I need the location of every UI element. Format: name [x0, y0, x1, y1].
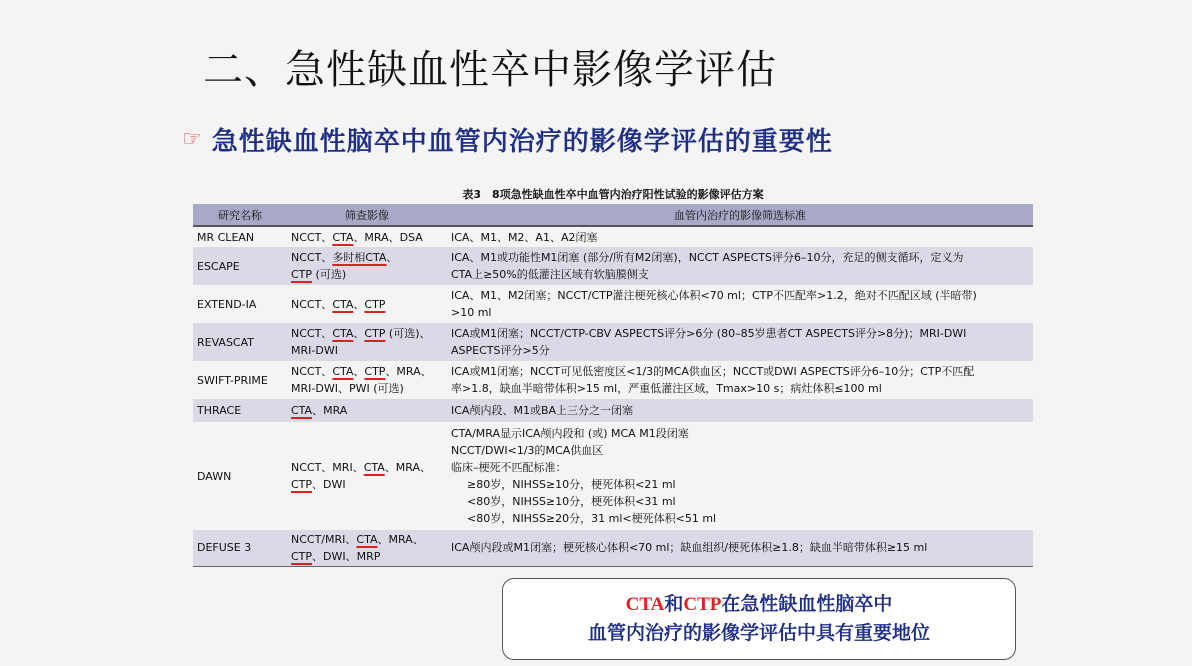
- table-row: [193, 247, 1033, 285]
- imaging-cell: [287, 361, 447, 399]
- study-name: ESCAPE: [193, 247, 287, 285]
- table-row: [193, 323, 1033, 361]
- imaging-line: NCCT、MRI、CTA、MRA、: [291, 461, 431, 474]
- key-message-rest: 在急性缺血性脑卒中: [721, 593, 893, 615]
- table-header-row: [193, 204, 1033, 226]
- criteria-line: 率>1.8，缺血半暗带体积>15 ml，严重低灌注区域，Tmax>10 s；病灶体积≤100 ml: [451, 382, 882, 395]
- pointing-hand-icon: ☞: [182, 127, 202, 152]
- criteria-line: <80岁，NIHSS≥10分，梗死体积<31 ml: [467, 495, 676, 508]
- study-name: DAWN: [197, 469, 232, 483]
- imaging-cell: [287, 530, 447, 566]
- table-row: [193, 361, 1033, 399]
- imaging-line: NCCT、CTA、MRA、DSA: [291, 230, 423, 244]
- criteria-cell: [447, 422, 1033, 530]
- table-row: [193, 422, 1033, 530]
- connector-text: 和: [664, 593, 684, 615]
- highlighted-term: CTA: [356, 532, 378, 546]
- imaging-line: NCCT、CTA、CTP、MRA、: [291, 365, 432, 378]
- table-row: [193, 399, 1033, 422]
- highlighted-term: CTA: [291, 404, 313, 417]
- criteria-cell: [447, 323, 1033, 361]
- imaging-cell: [287, 422, 447, 530]
- imaging-cell: [287, 247, 447, 285]
- criteria-line: ≥80岁，NIHSS≥10分，梗死体积<21 ml: [467, 478, 676, 491]
- criteria-cell: [447, 226, 1033, 247]
- criteria-cell: [447, 285, 1033, 323]
- imaging-line: CTP、DWI、MRP: [291, 549, 381, 563]
- highlight-ctp: CTP: [683, 594, 722, 615]
- study-name: DEFUSE 3: [193, 530, 287, 566]
- subtitle-row: [182, 121, 833, 158]
- header-study: 研究名称: [193, 204, 287, 226]
- criteria-line: ICA、M1、M2闭塞；NCCT/CTP灌注梗死核心体积<70 ml；CTP不匹配率>1.2，绝对不匹配区域 (半暗带): [451, 289, 977, 302]
- highlighted-term: CTP: [291, 268, 313, 281]
- highlighted-term: CTA: [332, 297, 354, 311]
- imaging-line: CTP (可选): [291, 268, 347, 281]
- criteria-line: CTA/MRA显示ICA颅内段和 (或) MCA M1段闭塞: [451, 427, 689, 440]
- criteria-line: ICA或M1闭塞；NCCT/CTP-CBV ASPECTS评分>6分 (80–85岁患者CT ASPECTS评分>8分)；MRI-DWI: [451, 327, 967, 340]
- imaging-cell: [287, 285, 447, 323]
- table-caption: 表3 8项急性缺血性卒中血管内治疗阳性试验的影像评估方案: [462, 188, 764, 201]
- table-row: [193, 285, 1033, 323]
- imaging-line: NCCT、CTA、CTP: [291, 297, 386, 311]
- criteria-line: ICA、M1或功能性M1闭塞 (部分/所有M2闭塞)，NCCT ASPECTS评分6–10分，充足的侧支循环，定义为: [451, 251, 964, 264]
- criteria-cell: [447, 361, 1033, 399]
- highlighted-term: CTA: [332, 365, 354, 378]
- imaging-line: CTP、DWI: [291, 478, 346, 491]
- imaging-criteria-table: [193, 204, 1033, 567]
- table-row: [193, 226, 1033, 247]
- highlighted-term: CTP: [364, 327, 386, 340]
- highlighted-term: CTP: [291, 549, 313, 563]
- header-imaging: 筛查影像: [287, 204, 447, 226]
- study-name: MR CLEAN: [197, 230, 255, 244]
- criteria-line: ICA颅内段或M1闭塞；梗死核心体积<70 ml；缺血组织/梗死体积≥1.8；缺血半暗带体积≥15 ml: [451, 541, 928, 555]
- criteria-line: CTA上≥50%的低灌注区域有软脑膜侧支: [451, 268, 649, 281]
- study-name: SWIFT-PRIME: [197, 373, 268, 387]
- highlighted-term: CTA: [332, 230, 354, 244]
- highlighted-term: 多时相CTA: [332, 251, 387, 264]
- criteria-cell: [447, 247, 1033, 285]
- criteria-line: >10 ml: [451, 306, 492, 319]
- criteria-line: ASPECTS评分>5分: [451, 344, 550, 357]
- subtitle: 急性缺血性脑卒中血管内治疗的影像学评估的重要性: [211, 127, 833, 157]
- criteria-line: ICA、M1、M2、A1、A2闭塞: [451, 230, 598, 244]
- highlighted-term: CTP: [291, 478, 313, 491]
- highlighted-term: CTP: [364, 365, 386, 378]
- imaging-line: NCCT、CTA、CTP (可选)、: [291, 327, 431, 340]
- imaging-line: MRI-DWI: [291, 344, 338, 357]
- study-name: REVASCAT: [193, 323, 287, 361]
- key-message-line-2: 血管内治疗的影像学评估中具有重要地位: [587, 622, 930, 644]
- study-name: THRACE: [193, 399, 287, 422]
- highlighted-term: CTA: [363, 461, 385, 474]
- highlight-cta: CTA: [625, 594, 665, 615]
- criteria-line: 临床–梗死不匹配标准：: [451, 461, 567, 474]
- criteria-line: ICA或M1闭塞；NCCT可见低密度区<1/3的MCA供血区；NCCT或DWI ASPECTS评分6–10分；CTP不匹配: [451, 365, 975, 378]
- imaging-line: MRI-DWI、PWI (可选): [291, 382, 404, 395]
- imaging-line: CTA、MRA: [291, 404, 348, 417]
- key-message-box: [502, 578, 1016, 660]
- imaging-line: NCCT/MRI、CTA、MRA、: [291, 532, 424, 546]
- study-name: EXTEND-IA: [197, 297, 257, 311]
- criteria-line: ICA颅内段、M1或BA上三分之一闭塞: [451, 404, 634, 417]
- table-row: [193, 530, 1033, 566]
- criteria-line: <80岁，NIHSS≥20分，31 ml<梗死体积<51 ml: [467, 512, 717, 525]
- highlighted-term: CTA: [332, 327, 354, 340]
- header-criteria: 血管内治疗的影像筛选标准: [447, 204, 1033, 226]
- imaging-line: NCCT、多时相CTA、: [291, 251, 398, 264]
- key-message-line-1: [626, 590, 893, 619]
- slide-title: 二、急性缺血性卒中影像学评估: [203, 47, 777, 93]
- criteria-cell: [447, 399, 1033, 422]
- imaging-cell: [287, 323, 447, 361]
- imaging-cell: [287, 226, 447, 247]
- criteria-cell: [447, 530, 1033, 566]
- criteria-line: NCCT/DWI<1/3的MCA供血区: [451, 444, 604, 457]
- imaging-cell: [287, 399, 447, 422]
- highlighted-term: CTP: [364, 297, 386, 311]
